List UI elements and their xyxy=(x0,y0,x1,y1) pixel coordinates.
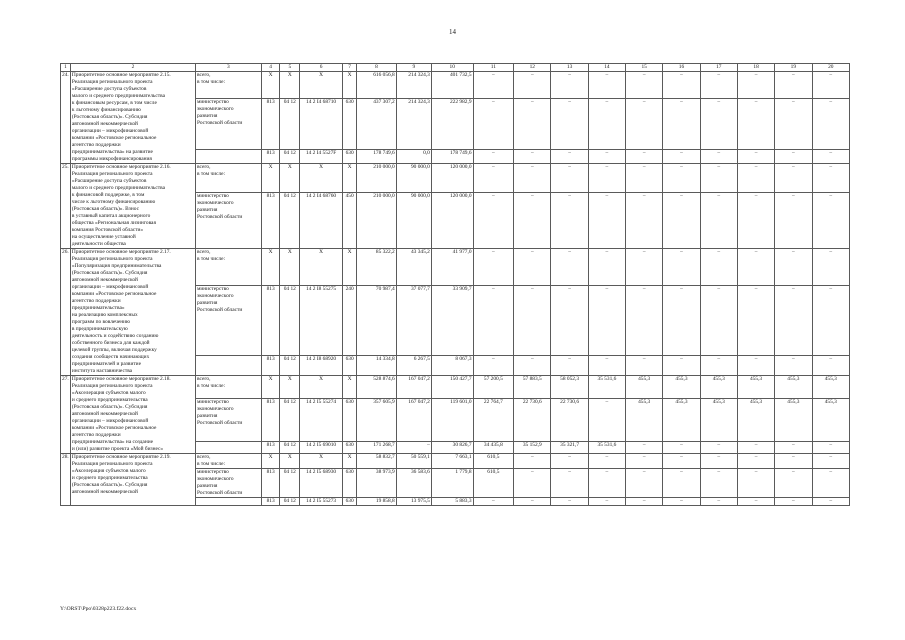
value-cell: 04 12 xyxy=(280,285,300,356)
value-cell: 14 2 I8 68920 xyxy=(300,356,343,376)
value-cell: – xyxy=(737,454,774,469)
value-cell: – xyxy=(626,164,663,193)
value-cell: – xyxy=(737,164,774,193)
value-cell: – xyxy=(551,454,588,469)
value-cell: – xyxy=(775,469,812,498)
value-cell: – xyxy=(737,192,774,248)
value-cell: – xyxy=(514,285,551,356)
value-cell: 813 xyxy=(261,98,280,149)
measure-name: Приоритетное основное мероприятие 2.19. Реализация регионального проекта «Акселерация субъектов малого и среднего предпринимательства (Ростовская область)». Субсидия автономной некоммерческой xyxy=(70,454,195,506)
value-cell: 813 xyxy=(261,285,280,356)
value-cell: 120 000,0 xyxy=(431,164,473,193)
column-number: 15 xyxy=(626,64,663,72)
value-cell: 6 267,5 xyxy=(396,356,431,376)
value-cell: 813 xyxy=(261,442,280,454)
value-cell: – xyxy=(588,149,625,163)
table-row xyxy=(61,376,850,399)
value-cell: – xyxy=(663,149,700,163)
value-cell: – xyxy=(473,72,514,99)
value-cell: – xyxy=(626,498,663,506)
measure-name: Приоритетное основное мероприятие 2.16. Реализация регионального проекта «Расширение доступа субъектов малого и среднего предпринимательства к финансовой поддержке, в том числе к льготному финансированию (Ростовская область)». Взнос в уставный капитал акционерного общества «Региональная лизинговая компания Ростовской области» на осуществление уставной деятельности общества xyxy=(70,164,195,249)
value-cell: 34 435,8 xyxy=(473,442,514,454)
row-number: 27. xyxy=(61,376,71,454)
column-number-row xyxy=(61,64,850,72)
value-cell: – xyxy=(700,285,737,356)
value-cell: 630 xyxy=(342,398,356,442)
value-cell: Х xyxy=(280,376,300,399)
value-cell: 36 583,6 xyxy=(396,469,431,498)
value-cell: – xyxy=(812,285,849,356)
value-cell: 630 xyxy=(342,356,356,376)
value-cell: – xyxy=(700,356,737,376)
value-cell: 35 321,7 xyxy=(551,442,588,454)
value-cell: Х xyxy=(261,72,280,99)
value-cell: 630 xyxy=(342,149,356,163)
value-cell: 455,3 xyxy=(700,398,737,442)
value-cell: – xyxy=(626,285,663,356)
value-cell: – xyxy=(812,192,849,248)
value-cell: 178 749,6 xyxy=(357,149,397,163)
value-cell: 90 000,0 xyxy=(396,192,431,248)
value-cell: 813 xyxy=(261,498,280,506)
value-cell: – xyxy=(588,192,625,248)
value-cell: – xyxy=(775,72,812,99)
value-cell: – xyxy=(700,454,737,469)
value-cell: – xyxy=(514,249,551,286)
value-cell: – xyxy=(700,149,737,163)
value-cell: – xyxy=(775,164,812,193)
value-cell: 04 12 xyxy=(280,498,300,506)
value-cell: 14 2 I8 55275 xyxy=(300,285,343,356)
value-cell: – xyxy=(663,192,700,248)
value-cell: – xyxy=(514,498,551,506)
executor-cell: всего, в том числе: xyxy=(195,454,261,469)
value-cell: – xyxy=(775,285,812,356)
value-cell: – xyxy=(514,149,551,163)
value-cell: – xyxy=(514,356,551,376)
value-cell: – xyxy=(473,356,514,376)
value-cell: Х xyxy=(342,376,356,399)
value-cell: Х xyxy=(280,249,300,286)
value-cell: 35 531,6 xyxy=(588,442,625,454)
value-cell: – xyxy=(626,98,663,149)
value-cell: 14 2 I4 68710 xyxy=(300,98,343,149)
value-cell: – xyxy=(663,356,700,376)
table-row xyxy=(61,164,850,193)
value-cell: – xyxy=(700,442,737,454)
value-cell: – xyxy=(551,285,588,356)
value-cell: 455,3 xyxy=(626,398,663,442)
value-cell: 04 12 xyxy=(280,149,300,163)
value-cell: – xyxy=(737,356,774,376)
value-cell: – xyxy=(700,98,737,149)
executor-cell: всего, в том числе: xyxy=(195,72,261,99)
value-cell: – xyxy=(775,249,812,286)
value-cell: 19 858,8 xyxy=(357,498,397,506)
value-cell: 630 xyxy=(342,98,356,149)
value-cell: Х xyxy=(280,454,300,469)
value-cell: – xyxy=(775,192,812,248)
value-cell: 57 200,5 xyxy=(473,376,514,399)
value-cell: 35 531,6 xyxy=(588,376,625,399)
value-cell: 04 12 xyxy=(280,469,300,498)
value-cell: – xyxy=(588,469,625,498)
value-cell: – xyxy=(812,72,849,99)
column-number: 14 xyxy=(588,64,625,72)
row-number: 24. xyxy=(61,72,71,164)
column-number: 20 xyxy=(812,64,849,72)
value-cell: – xyxy=(737,149,774,163)
value-cell: Х xyxy=(261,376,280,399)
value-cell: 813 xyxy=(261,356,280,376)
row-number: 26. xyxy=(61,249,71,376)
value-cell: Х xyxy=(300,72,343,99)
executor-cell: министерство экономического развития Ростовской области xyxy=(195,285,261,356)
value-cell: 70 987,4 xyxy=(357,285,397,356)
value-cell: 38 973,9 xyxy=(357,469,397,498)
value-cell: Х xyxy=(342,249,356,286)
value-cell: – xyxy=(473,149,514,163)
value-cell: Х xyxy=(300,376,343,399)
column-number: 18 xyxy=(737,64,774,72)
value-cell: 50 559,1 xyxy=(396,454,431,469)
value-cell: – xyxy=(588,249,625,286)
value-cell: – xyxy=(551,149,588,163)
value-cell: – xyxy=(551,72,588,99)
value-cell: 14 2 I5 69010 xyxy=(300,442,343,454)
value-cell: – xyxy=(514,469,551,498)
value-cell: 528 874,6 xyxy=(357,376,397,399)
executor-cell xyxy=(195,442,261,454)
value-cell: 33 909,7 xyxy=(431,285,473,356)
executor-cell xyxy=(195,498,261,506)
measure-name: Приоритетное основное мероприятие 2.18. Реализация регионального проекта «Акселерация субъектов малого и среднего предпринимательства (Ростовская область)». Субсидия автономной некоммерческой организации – микрофинансовой компании «Ростовское региональное агентство поддержки предпринимательства» на создание и (или) развитие проекта «Мой бизнес» xyxy=(70,376,195,454)
value-cell: 22 730,6 xyxy=(551,398,588,442)
column-number: 1 xyxy=(61,64,71,72)
value-cell: – xyxy=(551,98,588,149)
value-cell: – xyxy=(626,442,663,454)
value-cell: – xyxy=(551,498,588,506)
value-cell: – xyxy=(626,192,663,248)
value-cell: 22 764,7 xyxy=(473,398,514,442)
value-cell: – xyxy=(812,469,849,498)
value-cell: 0,0 xyxy=(396,149,431,163)
value-cell: Х xyxy=(300,249,343,286)
value-cell: Х xyxy=(261,164,280,193)
value-cell: 35 152,9 xyxy=(514,442,551,454)
value-cell: – xyxy=(812,498,849,506)
table-row xyxy=(61,454,850,469)
value-cell: 22 730,6 xyxy=(514,398,551,442)
value-cell: – xyxy=(514,454,551,469)
column-number: 13 xyxy=(551,64,588,72)
column-number: 12 xyxy=(514,64,551,72)
value-cell: – xyxy=(812,356,849,376)
value-cell: 630 xyxy=(342,469,356,498)
value-cell: – xyxy=(514,164,551,193)
column-number: 8 xyxy=(357,64,397,72)
value-cell: 455,3 xyxy=(812,376,849,399)
table-row xyxy=(61,249,850,286)
value-cell: – xyxy=(812,442,849,454)
value-cell: 167 047,2 xyxy=(396,376,431,399)
value-cell: – xyxy=(514,98,551,149)
value-cell: – xyxy=(588,72,625,99)
table-row xyxy=(61,72,850,99)
value-cell: 214 324,3 xyxy=(396,98,431,149)
value-cell: – xyxy=(663,442,700,454)
value-cell: – xyxy=(700,72,737,99)
value-cell: 04 12 xyxy=(280,356,300,376)
value-cell: – xyxy=(588,356,625,376)
value-cell: – xyxy=(663,98,700,149)
value-cell: 30 826,7 xyxy=(431,442,473,454)
value-cell: 85 322,2 xyxy=(357,249,397,286)
value-cell: 167 047,2 xyxy=(396,398,431,442)
value-cell: 14 2 I4 5527F xyxy=(300,149,343,163)
column-number: 6 xyxy=(300,64,343,72)
value-cell: 240 xyxy=(342,285,356,356)
column-number: 3 xyxy=(195,64,261,72)
value-cell: – xyxy=(812,98,849,149)
value-cell: 222 982,9 xyxy=(431,98,473,149)
value-cell: – xyxy=(737,442,774,454)
value-cell: Х xyxy=(280,164,300,193)
value-cell: 57 883,5 xyxy=(514,376,551,399)
executor-cell xyxy=(195,149,261,163)
column-number: 17 xyxy=(700,64,737,72)
executor-cell: министерство экономического развития Ростовской области xyxy=(195,398,261,442)
column-number: 19 xyxy=(775,64,812,72)
value-cell: Х xyxy=(261,249,280,286)
value-cell: – xyxy=(700,498,737,506)
value-cell: 401 732,5 xyxy=(431,72,473,99)
value-cell: 171 268,7 xyxy=(357,442,397,454)
value-cell: 14 2 I5 68930 xyxy=(300,469,343,498)
file-path-footer: Y:\ORST\Ppo\0328p223.f22.docx xyxy=(60,606,137,612)
value-cell: – xyxy=(737,285,774,356)
value-cell: 610,5 xyxy=(473,454,514,469)
value-cell: – xyxy=(626,356,663,376)
value-cell: 14 2 I5 55274 xyxy=(300,398,343,442)
column-number: 5 xyxy=(280,64,300,72)
value-cell: 150 427,7 xyxy=(431,376,473,399)
value-cell: 90 000,0 xyxy=(396,164,431,193)
value-cell: 357 605,9 xyxy=(357,398,397,442)
value-cell: – xyxy=(588,454,625,469)
value-cell: 450 xyxy=(342,192,356,248)
value-cell: – xyxy=(588,164,625,193)
value-cell: Х xyxy=(300,164,343,193)
value-cell: – xyxy=(626,249,663,286)
value-cell: – xyxy=(775,98,812,149)
value-cell: 616 056,8 xyxy=(357,72,397,99)
value-cell: – xyxy=(812,454,849,469)
value-cell: – xyxy=(663,454,700,469)
column-number: 10 xyxy=(431,64,473,72)
value-cell: – xyxy=(737,98,774,149)
value-cell: 120 000,0 xyxy=(431,192,473,248)
row-number: 25. xyxy=(61,164,71,249)
value-cell: 04 12 xyxy=(280,398,300,442)
value-cell: Х xyxy=(300,454,343,469)
value-cell: 813 xyxy=(261,149,280,163)
value-cell: – xyxy=(551,164,588,193)
value-cell: 455,3 xyxy=(663,376,700,399)
value-cell: – xyxy=(663,285,700,356)
value-cell: – xyxy=(588,498,625,506)
value-cell: 178 749,6 xyxy=(431,149,473,163)
column-number: 11 xyxy=(473,64,514,72)
value-cell: – xyxy=(626,454,663,469)
value-cell: – xyxy=(663,498,700,506)
value-cell: Х xyxy=(342,164,356,193)
executor-cell: всего, в том числе: xyxy=(195,376,261,399)
value-cell: – xyxy=(588,398,625,442)
value-cell: – xyxy=(473,285,514,356)
value-cell: – xyxy=(663,164,700,193)
value-cell: – xyxy=(473,98,514,149)
value-cell: – xyxy=(473,498,514,506)
measure-name: Приоритетное основное мероприятие 2.17. Реализация регионального проекта «Популяризация предпринимательства (Ростовская область)». Субсидия автономной некоммерческой организации – микрофинансовой компании «Ростовское региональное агентство поддержки предпринимательства» на реализацию комплексных программ по вовлечению в предпринимательскую деятельность и содействию созданию собственного бизнеса для каждой целевой группы, включая поддержку создания сообществ начинающих предпринимателей и развитие института наставничества xyxy=(70,249,195,376)
value-cell: – xyxy=(700,192,737,248)
measure-name: Приоритетное основное мероприятие 2.15. Реализация регионального проекта «Расширение доступа субъектов малого и среднего предпринимательства к финансовым ресурсам, в том числе к льготному финансированию (Ростовская область)». Субсидия автономной некоммерческой организации – микрофинансовой компании «Ростовское региональное агентство поддержки предпринимательства» на развитие программы микрофинансирования xyxy=(70,72,195,164)
executor-cell: министерство экономического развития Ростовской области xyxy=(195,469,261,498)
value-cell: 04 12 xyxy=(280,192,300,248)
value-cell: Х xyxy=(342,454,356,469)
value-cell: – xyxy=(812,249,849,286)
row-number: 28. xyxy=(61,454,71,506)
value-cell: – xyxy=(588,98,625,149)
column-number: 2 xyxy=(70,64,195,72)
value-cell: Х xyxy=(280,72,300,99)
value-cell: 14 2 I4 68760 xyxy=(300,192,343,248)
value-cell: – xyxy=(775,454,812,469)
value-cell: – xyxy=(737,249,774,286)
value-cell: – xyxy=(812,149,849,163)
value-cell: – xyxy=(473,164,514,193)
value-cell: – xyxy=(473,192,514,248)
column-number: 7 xyxy=(342,64,356,72)
value-cell: – xyxy=(626,469,663,498)
value-cell: 455,3 xyxy=(775,398,812,442)
value-cell: 14 2 I5 55273 xyxy=(300,498,343,506)
value-cell: 630 xyxy=(342,442,356,454)
value-cell: – xyxy=(775,356,812,376)
value-cell: 455,3 xyxy=(812,398,849,442)
value-cell: – xyxy=(737,469,774,498)
value-cell: 1 779,8 xyxy=(431,469,473,498)
value-cell: 119 601,0 xyxy=(431,398,473,442)
value-cell: – xyxy=(473,249,514,286)
value-cell: 13 975,5 xyxy=(396,498,431,506)
value-cell: 37 077,7 xyxy=(396,285,431,356)
value-cell: – xyxy=(663,72,700,99)
value-cell: – xyxy=(700,164,737,193)
column-number: 16 xyxy=(663,64,700,72)
value-cell: – xyxy=(551,469,588,498)
value-cell: 43 345,2 xyxy=(396,249,431,286)
value-cell: – xyxy=(551,356,588,376)
value-cell: – xyxy=(514,192,551,248)
value-cell: Х xyxy=(261,454,280,469)
value-cell: 214 324,3 xyxy=(396,72,431,99)
value-cell: – xyxy=(737,72,774,99)
value-cell: – xyxy=(700,469,737,498)
value-cell: 58 052,3 xyxy=(551,376,588,399)
value-cell: 813 xyxy=(261,469,280,498)
budget-table xyxy=(60,63,850,506)
value-cell: – xyxy=(700,249,737,286)
value-cell: 14 334,8 xyxy=(357,356,397,376)
value-cell: 5 883,3 xyxy=(431,498,473,506)
value-cell: – xyxy=(737,498,774,506)
value-cell: 813 xyxy=(261,192,280,248)
value-cell: 04 12 xyxy=(280,442,300,454)
value-cell: 630 xyxy=(342,498,356,506)
executor-cell: всего, в том числе: xyxy=(195,249,261,286)
executor-cell: всего, в том числе: xyxy=(195,164,261,193)
value-cell: – xyxy=(588,285,625,356)
value-cell: – xyxy=(626,72,663,99)
value-cell: – xyxy=(775,149,812,163)
value-cell: 455,3 xyxy=(626,376,663,399)
value-cell: 455,3 xyxy=(775,376,812,399)
value-cell: 455,3 xyxy=(700,376,737,399)
value-cell: – xyxy=(775,498,812,506)
column-number: 4 xyxy=(261,64,280,72)
value-cell: 7 663,1 xyxy=(431,454,473,469)
column-number: 9 xyxy=(396,64,431,72)
value-cell: – xyxy=(812,164,849,193)
value-cell: – xyxy=(514,72,551,99)
value-cell: 210 000,0 xyxy=(357,164,397,193)
executor-cell: министерство экономического развития Ростовской области xyxy=(195,98,261,149)
value-cell: 41 977,0 xyxy=(431,249,473,286)
page-number: 14 xyxy=(449,28,456,36)
value-cell: 210 000,0 xyxy=(357,192,397,248)
value-cell: 437 307,2 xyxy=(357,98,397,149)
value-cell: 813 xyxy=(261,398,280,442)
value-cell: – xyxy=(663,469,700,498)
value-cell: 04 12 xyxy=(280,98,300,149)
value-cell: – xyxy=(396,442,431,454)
executor-cell xyxy=(195,356,261,376)
value-cell: 8 067,3 xyxy=(431,356,473,376)
value-cell: – xyxy=(663,249,700,286)
value-cell: 610,5 xyxy=(473,469,514,498)
value-cell: 455,3 xyxy=(663,398,700,442)
value-cell: 58 832,7 xyxy=(357,454,397,469)
value-cell: 455,3 xyxy=(737,376,774,399)
value-cell: – xyxy=(775,442,812,454)
value-cell: – xyxy=(551,192,588,248)
value-cell: Х xyxy=(342,72,356,99)
value-cell: 455,3 xyxy=(737,398,774,442)
executor-cell: министерство экономического развития Ростовской области xyxy=(195,192,261,248)
value-cell: – xyxy=(626,149,663,163)
value-cell: – xyxy=(551,249,588,286)
